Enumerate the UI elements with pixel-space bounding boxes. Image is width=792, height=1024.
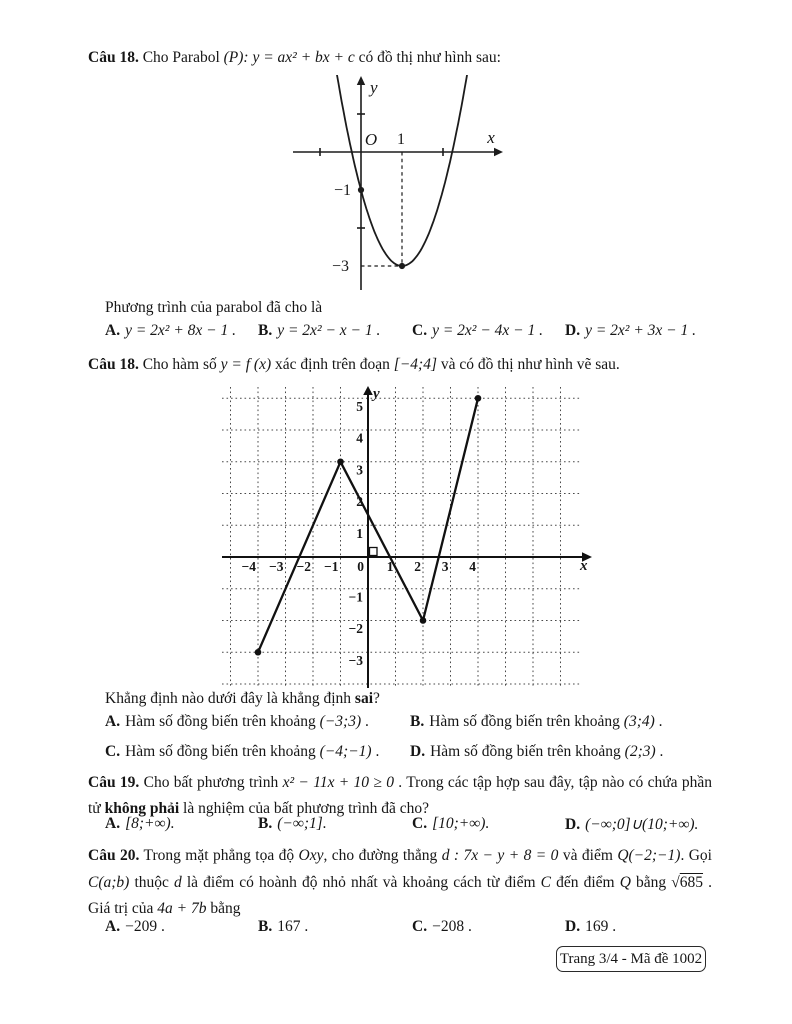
q18b-lead: Khẳng định nào dưới đây là khẳng định sai?	[105, 690, 380, 707]
q18b-options-row2	[88, 743, 748, 767]
option-c: C. [10;+∞).	[412, 815, 490, 832]
option-d: D. 169 .	[565, 918, 617, 935]
svg-text:−1: −1	[333, 182, 351, 199]
piecewise-graph	[222, 385, 598, 691]
option-d: D. (−∞;0]∪(10;+∞).	[565, 816, 699, 833]
svg-text:3: 3	[356, 462, 363, 478]
svg-text:y: y	[373, 386, 380, 402]
q18b-label: Câu 18.	[88, 356, 139, 373]
option-a: A. Hàm số đồng biến trên khoảng (−3;3) .	[105, 713, 369, 730]
svg-text:−3: −3	[269, 559, 284, 574]
sqrt-radicand: 685	[679, 873, 704, 891]
option-b: B. Hàm số đồng biến trên khoảng (3;4) .	[410, 713, 663, 730]
sqrt-sign: √	[671, 873, 680, 891]
svg-text:O: O	[364, 130, 378, 149]
option-a: A. [8;+∞).	[105, 815, 175, 832]
option-b: B. (−∞;1].	[258, 815, 327, 832]
q18a-stem-post: có đồ thị như hình sau:	[354, 49, 501, 66]
option-a: A. y = 2x² + 8x − 1 .	[105, 322, 236, 339]
option-c: C. y = 2x² − 4x − 1 .	[412, 322, 543, 339]
page-footer-box	[556, 946, 706, 972]
svg-text:−3: −3	[331, 258, 349, 275]
q20-options	[88, 918, 748, 942]
q18a-stem	[88, 45, 712, 71]
svg-text:x: x	[580, 558, 588, 574]
option-b: B. 167 .	[258, 918, 309, 935]
parabola-graph	[289, 75, 505, 297]
svg-text:x: x	[487, 128, 495, 147]
q18b-stem: Câu 18. Cho hàm số y = f (x) xác định trên đoạn [−4;4] và có đồ thị như hình vẽ sau.	[88, 356, 620, 373]
q18a-lead: Phương trình của parabol đã cho là	[105, 299, 323, 316]
svg-text:−1: −1	[348, 589, 363, 605]
option-d: D. y = 2x² + 3x − 1 .	[565, 322, 696, 339]
q20-stem: Câu 20. Trong mặt phẳng tọa độ Oxy, cho đường thẳng d : 7x − y + 8 = 0 và điểm Q(−2;−1). Gọi C(a;b) thuộc d là điểm có hoành độ nhỏ nhất và khoảng cách từ điểm C đến điểm Q bằng √685 . Giá trị của 4a + 7b bằng	[88, 847, 712, 917]
svg-text:0: 0	[357, 559, 364, 574]
svg-text:1: 1	[397, 131, 405, 148]
option-a: A. −209 .	[105, 918, 165, 935]
option-c: C. Hàm số đồng biến trên khoảng (−4;−1) .	[105, 743, 380, 760]
svg-text:−2: −2	[348, 621, 363, 636]
option-b: B. y = 2x² − x − 1 .	[258, 322, 381, 339]
q19-stem: Câu 19. Cho bất phương trình x² − 11x + 10 ≥ 0 . Trong các tập hợp sau đây, tập nào có chứa phần tử không phải là nghiệm của bất phương trình đã cho?	[88, 774, 713, 817]
svg-text:2: 2	[356, 494, 363, 509]
option-d: D. Hàm số đồng biến trên khoảng (2;3) .	[410, 743, 664, 760]
svg-text:2: 2	[414, 559, 421, 574]
svg-text:5: 5	[356, 398, 363, 414]
svg-text:1: 1	[356, 525, 363, 541]
svg-text:−4: −4	[241, 559, 256, 574]
svg-text:4: 4	[356, 430, 363, 446]
svg-text:−1: −1	[324, 559, 339, 574]
q19-label: Câu 19.	[88, 774, 140, 791]
q19-options	[88, 815, 748, 839]
svg-text:y: y	[370, 78, 378, 97]
q20-label: Câu 20.	[88, 847, 140, 864]
q18a-options	[88, 322, 748, 346]
svg-text:−2: −2	[296, 559, 311, 574]
option-c: C. −208 .	[412, 918, 472, 935]
q18a-stem-math: (P): y = ax² + bx + c	[223, 49, 355, 66]
q18a-label: Câu 18.	[88, 49, 139, 66]
svg-text:3: 3	[441, 559, 449, 574]
svg-text:−3: −3	[348, 652, 363, 668]
page-number: Trang 3/4 - Mã đề 1002	[559, 951, 703, 967]
q18b-options-row1	[88, 713, 748, 737]
svg-text:1: 1	[386, 559, 394, 574]
q18a-stem-text: Cho Parabol	[142, 49, 224, 66]
svg-text:4: 4	[469, 559, 476, 574]
